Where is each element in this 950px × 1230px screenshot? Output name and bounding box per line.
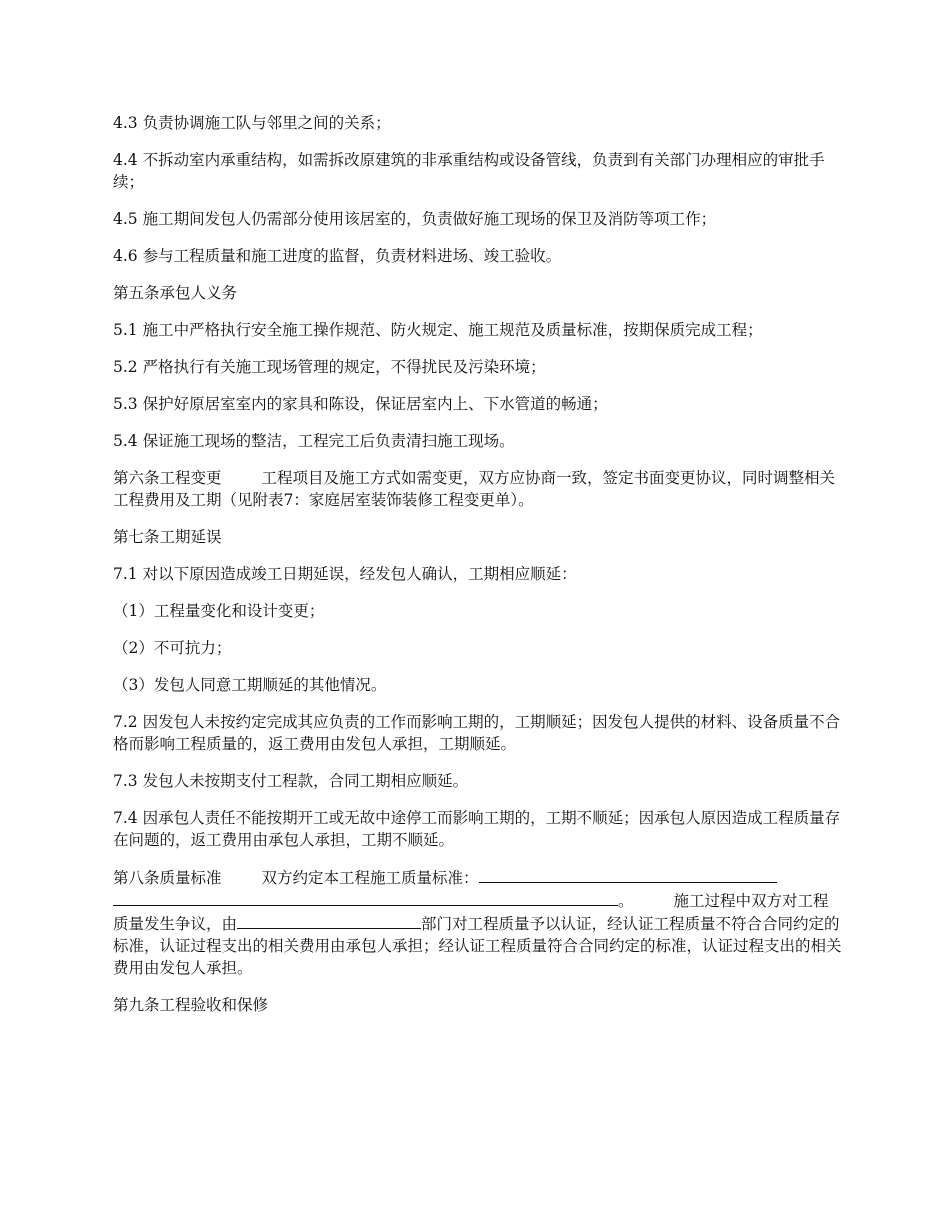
clause-5-1: 5.1 施工中严格执行安全施工操作规范、防火规定、施工规范及质量标准，按期保质完成工程；	[113, 321, 763, 339]
article-9-title: 第九条工程验收和保修	[113, 996, 269, 1014]
clause-7-4: 7.4 因承包人责任不能按期开工或无故中途停工而影响工期的，工期不顺延；因承包人原因造成工程质量存在问题的，返工费用由承包人承担，工期不顺延。	[113, 809, 841, 849]
article-6-title: 第六条工程变更	[113, 469, 222, 487]
article-8-standard-label: 双方约定本工程施工质量标准：	[261, 869, 479, 887]
article-8	[113, 866, 843, 979]
article-6-body: 工程项目及施工方式如需变更，双方应协商一致，签定书面变更协议，同时调整相关工程费用及工期（见附表7：家庭居室装饰装修工程变更单）。	[113, 469, 836, 509]
quality-standard-blank-2[interactable]	[113, 889, 618, 906]
quality-standard-blank-1[interactable]	[479, 866, 777, 883]
clause-7-1: 7.1 对以下原因造成竣工日期延误，经发包人确认，工期相应顺延：	[113, 565, 577, 583]
article-8-period: 。	[618, 892, 634, 910]
clause-4-4: 4.4 不拆动室内承重结构，如需拆改原建筑的非承重结构或设备管线，负责到有关部门办理相应的审批手续；	[113, 151, 825, 191]
clause-7-1-item-3: （3）发包人同意工期顺延的其他情况。	[113, 676, 387, 694]
clause-5-4: 5.4 保证施工现场的整洁，工程完工后负责清扫施工现场。	[113, 432, 515, 450]
clause-4-6: 4.6 参与工程质量和施工进度的监督，负责材料进场、竣工验收。	[113, 247, 562, 265]
article-7-title: 第七条工期延误	[113, 528, 222, 546]
document-page	[113, 112, 843, 1031]
certifying-department-blank[interactable]	[237, 912, 421, 929]
article-8-certification-text: 部门对工程质量予以认证，经认证工程质量不符合合同约定的标准，认证过程支出的相关费用由承包人承担；经认证工程质量符合合同约定的标准，认证过程支出的相关费用由发包人承担。	[113, 915, 842, 977]
clause-5-2: 5.2 严格执行有关施工现场管理的规定，不得扰民及污染环境；	[113, 358, 546, 376]
clause-4-5: 4.5 施工期间发包人仍需部分使用该居室的，负责做好施工现场的保卫及消防等项工作；	[113, 210, 717, 228]
clause-7-2: 7.2 因发包人未按约定完成其应负责的工作而影响工期的，工期顺延；因发包人提供的材料、设备质量不合格而影响工程质量的，返工费用由发包人承担，工期顺延。	[113, 713, 841, 753]
clause-7-3: 7.3 发包人未按期支付工程款，合同工期相应顺延。	[113, 772, 469, 790]
clause-7-1-item-2: （2）不可抗力；	[113, 639, 232, 657]
article-8-title: 第八条质量标准	[113, 869, 222, 887]
article-6	[113, 467, 843, 511]
article-8-dispute-text: 施工过程中双方对工程质量发生争议，由	[113, 892, 829, 933]
clause-5-3: 5.3 保护好原居室室内的家具和陈设，保证居室内上、下水管道的畅通；	[113, 395, 608, 413]
clause-7-1-item-1: （1）工程量变化和设计变更；	[113, 602, 325, 620]
clause-4-3: 4.3 负责协调施工队与邻里之间的关系；	[113, 114, 391, 132]
article-5-title: 第五条承包人义务	[113, 284, 238, 302]
